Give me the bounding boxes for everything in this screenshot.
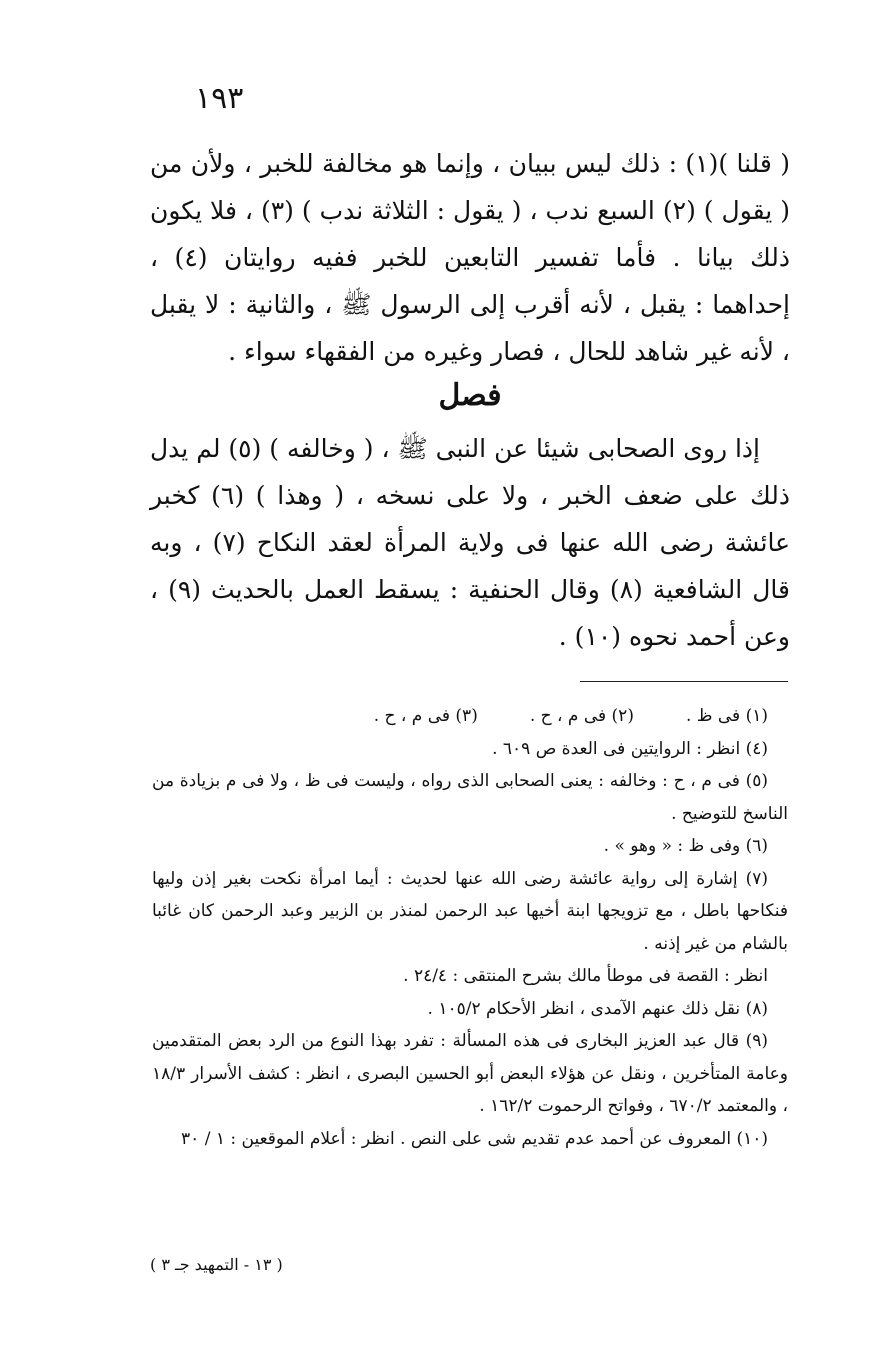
footnote-3: (٣) فى م ، ح . (373, 706, 478, 726)
footnote-5: (٥) فى م ، ح : وخالفه : يعنى الصحابى الذى رواه ، وليست فى ظ ، ولا فى م بزيادة من الناسخ للتوضيح . (152, 771, 788, 824)
footnote-7: (٧) إشارة إلى رواية عائشة رضى الله عنها لحديث : أيما امرأة نكحت بغير إذن وليها فنكاحها باطل ، مع تزويجها ابنة أخيها عبد الرحمن لمنذر بن الزبير وعبد الرحمن كان غائبا بالشام من غير إذنه . (152, 868, 788, 954)
footnote-6: (٦) وفى ظ : « وهو » . (603, 836, 768, 856)
footnote-1: (١) فى ظ . (685, 706, 768, 726)
footnote-8: (٨) نقل ذلك عنهم الآمدى ، انظر الأحكام ١٠٥/٢ . (427, 998, 768, 1019)
body-paragraph-2: إذا روى الصحابى شيئا عن النبى ﷺ ، ( وخالفه ) (٥) لم يدل ذلك على ضعف الخبر ، ولا على نسخه ، ( وهذا ) (٦) كخبر عائشة رضى الله عنها فى ولاية المرأة لعقد النكاح (٧) ، وبه قال الشافعية (٨) وقال الحنفية : يسقط العمل بالحديث (٩) ، وعن أحمد نحوه (١٠) . (150, 434, 791, 651)
section-heading: فصل (438, 378, 502, 413)
page-number: ١٩٣ (195, 81, 244, 116)
body-paragraph-1: ( قلنا )(١) : ذلك ليس ببيان ، وإنما هو مخالفة للخبر ، ولأن من ( يقول ) (٢) السبع ندب ، ( يقول : الثلاثة ندب ) (٣) ، فلا يكون ذلك بيانا . فأما تفسير التابعين للخبر ففيه روايتان (٤) ، إحداهما : يقبل ، لأنه أقرب إلى الرسول ﷺ ، والثانية : لا يقبل ، لأنه غير شاهد للحال ، فصار وغيره من الفقهاء سواء . (150, 149, 790, 366)
signature-mark: ( ١٣ - التمهيد جـ ٣ ) (150, 1255, 283, 1274)
footnotes-block (152, 700, 788, 1155)
footnote-7-reference: انظر : القصة فى موطأ مالك بشرح المنتقى : ٢٤/٤ . (403, 966, 768, 986)
footnote-row-1-3 (152, 700, 788, 733)
footnote-2: (٢) فى م ، ح . (529, 706, 634, 726)
footnote-9: (٩) قال عبد العزيز البخارى فى هذه المسألة : تفرد بهذا النوع من الرد بعض المتقدمين وعامة المتأخرين ، ونقل عن هؤلاء البعض أبو الحسين البصرى ، انظر : كشف الأسرار ١٨/٣ ، والمعتمد ٦٧٠/٢ ، وفواتح الرحموت ١٦٢/٢ . (152, 1031, 788, 1116)
footnote-4: (٤) انظر : الروايتين فى العدة ص ٦٠٩ . (492, 738, 768, 759)
footnote-divider (580, 681, 788, 682)
footnote-10: (١٠) المعروف عن أحمد عدم تقديم شى على النص . انظر : أعلام الموقعين : ١ / ٣٠ (181, 1128, 768, 1149)
